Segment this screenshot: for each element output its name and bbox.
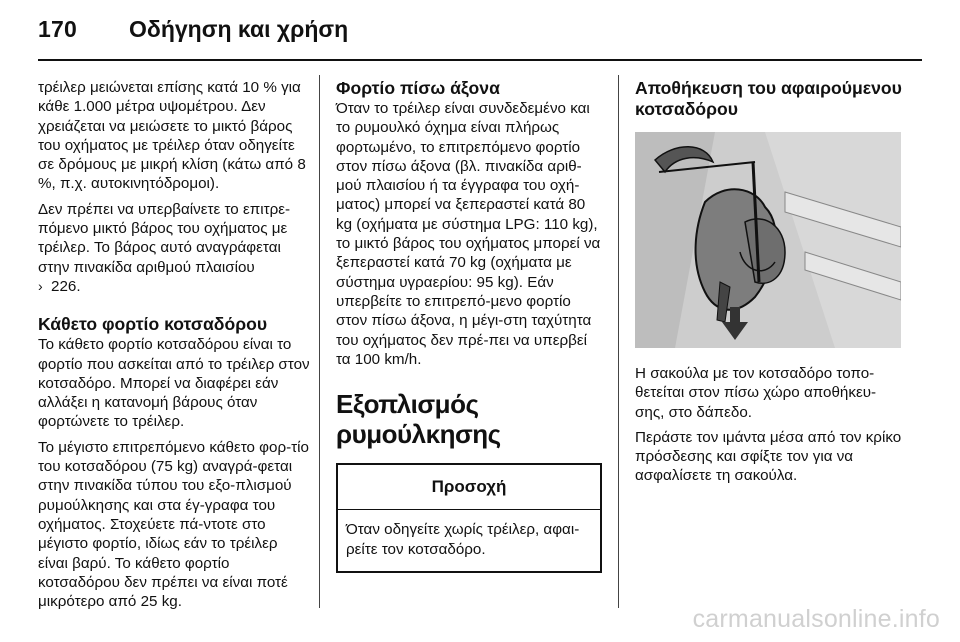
- paragraph: Περάστε τον ιμάντα μέσα από τον κρίκο πρόσδεσης και σφίξτε τον για να ασφαλίσετε τη σακούλα.: [635, 428, 902, 485]
- section-heading: Αποθήκευση του αφαιρούμενου κοτσαδόρου: [635, 78, 902, 119]
- caution-box: [336, 463, 602, 573]
- caution-text: Όταν οδηγείτε χωρίς τρέιλερ, αφαι-ρείτε τον κοτσαδόρο.: [346, 521, 580, 558]
- paragraph: τρέιλερ μειώνεται επίσης κατά 10 % για κάθε 1.000 μέτρα υψομέτρου. Δεν χρειάζεται να μειώσετε το μικτό βάρος του οχήματος με τρέιλερ όταν οδηγείτε σε δρόμους με μικρή κλίση (κάτω από 8 %, π.χ. αυτοκινητόδρομοι).: [38, 79, 306, 193]
- column-left: [38, 78, 310, 617]
- paragraph: [38, 200, 310, 296]
- column-right: [635, 78, 905, 492]
- figure-tow-bar-bag: [635, 132, 901, 348]
- page-reference-link[interactable]: 226.: [51, 277, 81, 295]
- paragraph: Το κάθετο φορτίο κοτσαδόρου είναι το φορτίο που ασκείται από το τρέιλερ στον κοτσαδόρο. Μπορεί να διαφέρει εάν αλλάξει η κατανομή βάρους όταν φορτώνετε το τρέιλερ.: [38, 336, 310, 431]
- column-divider: [319, 75, 320, 608]
- paragraph-text: Δεν πρέπει να υπερβαίνετε το επιτρε-πόμενο μικτό βάρος του οχήματος με τρέιλερ. Το βάρος αυτό αναγράφεται στην πινακίδα αριθμού πλαισίου: [38, 200, 291, 276]
- paragraph: Η σακούλα με τον κοτσαδόρο τοπο-θετείται στον πίσω χώρο αποθήκευ-σης, στο δάπεδο.: [635, 365, 877, 421]
- figure-illustration: [635, 132, 901, 348]
- paragraph: Το μέγιστο επιτρεπόμενο κάθετο φορ-τίο του κοτσαδόρου (75 kg) αναγρά-φεται στην πινακίδα τύπου του εξο-πλισμού ρυμούλκησης και στα έγ-γραφα του οχήματος. Στοχεύετε πά-ντοτε στο μέγιστο φορτίο, ιδίως εάν το τρέιλερ είναι βαρύ. Το κάθετο φορτίο κοτσαδόρου δεν πρέπει να είναι ποτέ μικρότερο από 25 kg.: [38, 438, 309, 611]
- section-heading: Κάθετο φορτίο κοτσαδόρου: [38, 314, 268, 335]
- header-rule: [38, 59, 922, 61]
- page-header: [38, 16, 348, 56]
- paragraph: Όταν το τρέιλερ είναι συνδεδεμένο και το ρυμουλκό όχημα είναι πλήρως φορτωμένο, το επιτρεπόμενο φορτίο στον πίσω άξονα (βλ. πινακίδα αριθ-μού πλαισίου ή τα έγγραφα του οχή-ματος) μπορεί να ξεπεραστεί κατά 80 kg (οχήματα με σύστημα LPG: 110 kg), το μικτό βάρος του οχήματος μπορεί να ξεπεραστεί κατά 70 kg (οχήματα με σύστημα υγραερίου: 95 kg). Εάν υπερβείτε το επιτρεπό-μενο φορτίο στον πίσω άξονα, η μέγι-στη ταχύτητα του οχήματος δεν πρέ-πει να υπερβεί τα 100 km/h.: [336, 100, 601, 368]
- section-heading: Φορτίο πίσω άξονα: [336, 78, 500, 98]
- page-number: 170: [38, 16, 77, 42]
- cross-reference-icon: ›: [38, 277, 43, 294]
- column-divider: [618, 75, 619, 608]
- column-middle: [336, 78, 604, 573]
- chapter-title: Οδήγηση και χρήση: [128, 16, 349, 42]
- watermark: carmanualsonline.info: [692, 605, 940, 633]
- chapter-heading: Εξοπλισμός ρυμούλκησης: [336, 389, 501, 450]
- caution-title: Προσοχή: [338, 465, 600, 510]
